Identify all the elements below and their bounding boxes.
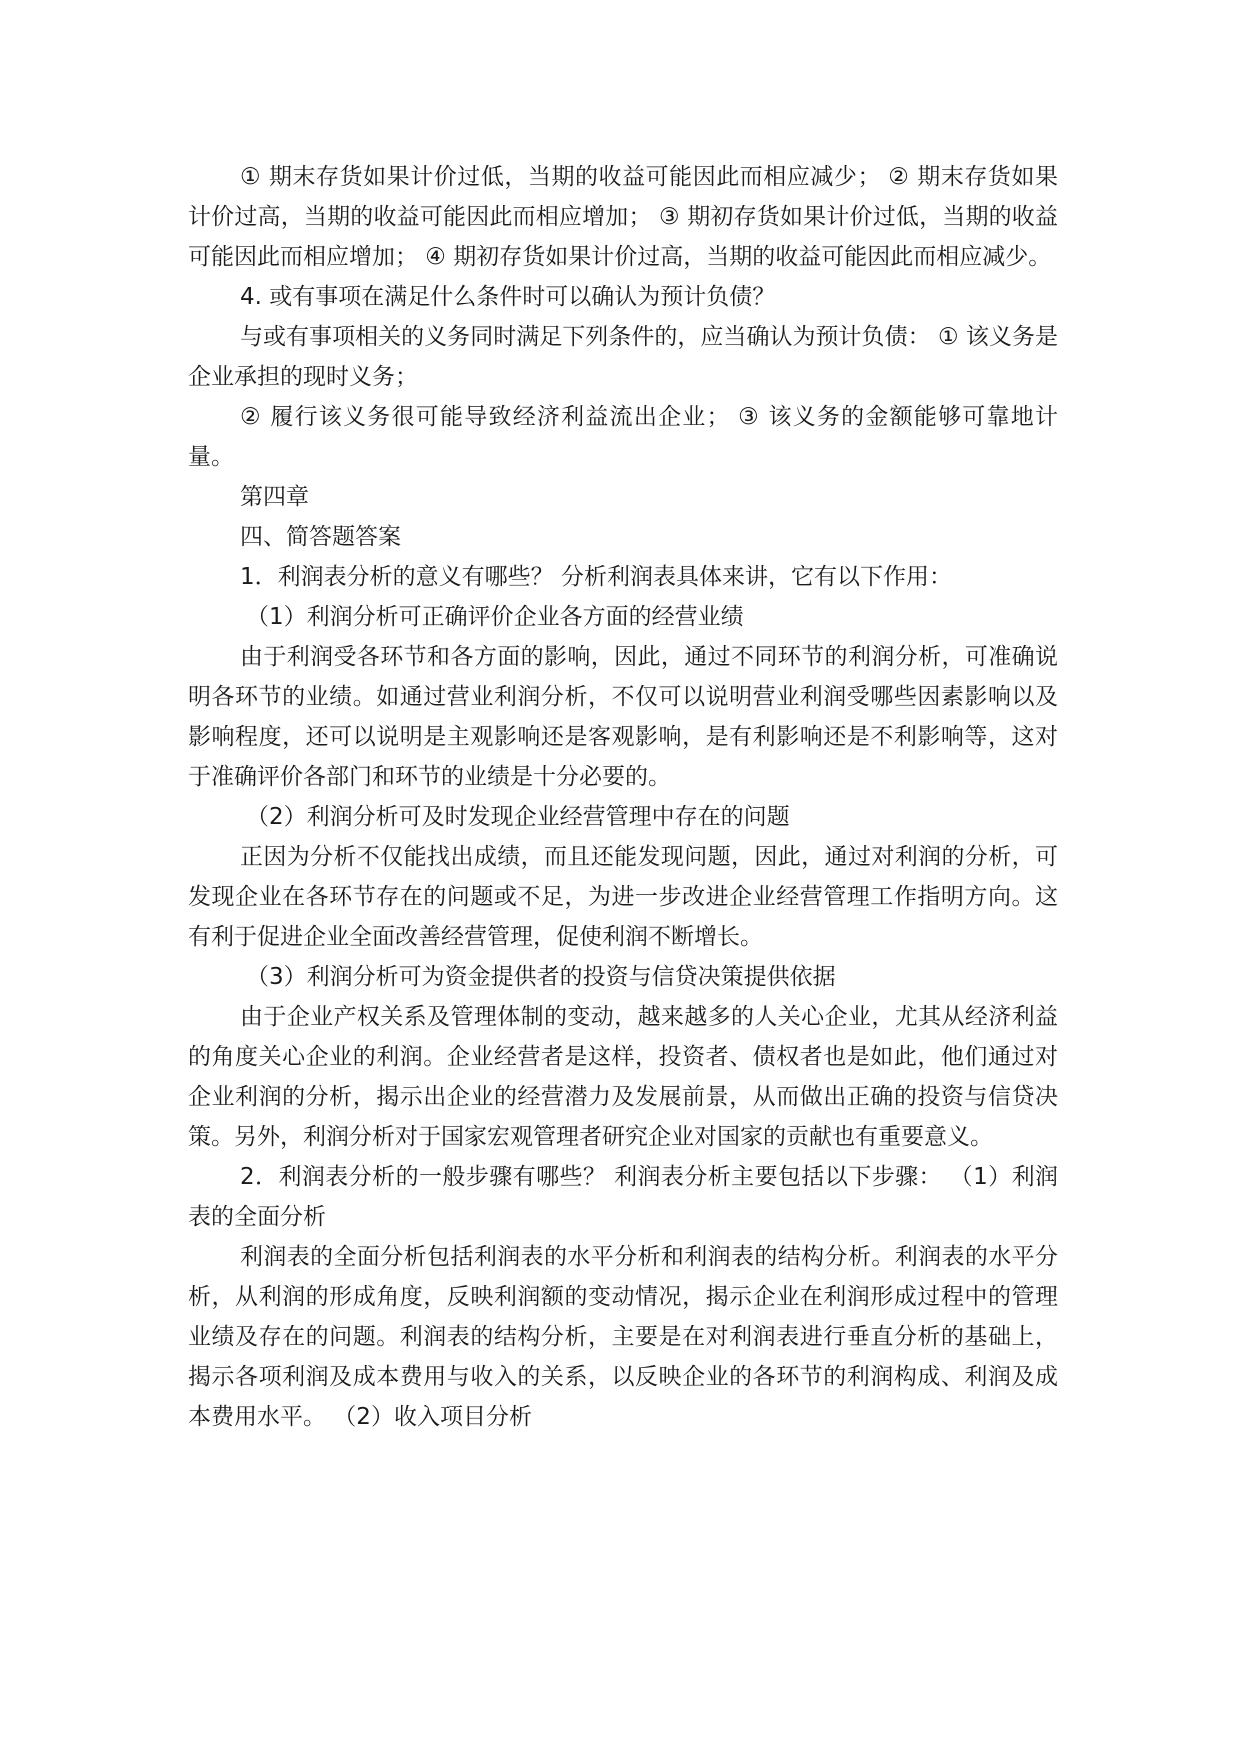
paragraph-performance: 由于利润受各环节和各方面的影响，因此，通过不同环节的利润分析，可准确说明各环节的业绩。如通过营业利润分析，不仅可以说明营业利润受哪些因素影响以及影响程度，还可以说明是主观影响还是客观影响，是有利影响还是不利影响等，这对于准确评价各部门和环节的业绩是十分必要的。: [188, 644, 1058, 790]
subheading-2: （2）利润分析可及时发现企业经营管理中存在的问题: [246, 804, 790, 830]
question-2-heading: 2．利润表分析的一般步骤有哪些？ 利润表分析主要包括以下步骤： （1）利润表的全面分析: [188, 1164, 1058, 1230]
subheading-3: （3）利润分析可为资金提供者的投资与信贷决策提供依据: [246, 964, 836, 990]
section-heading: 四、简答题答案: [240, 524, 401, 550]
question-1-heading: 1．利润表分析的意义有哪些？ 分析利润表具体来讲，它有以下作用：: [240, 564, 952, 590]
subheading-1: （1）利润分析可正确评价企业各方面的经营业绩: [246, 604, 744, 630]
question-4-heading: 4. 或有事项在满足什么条件时可以确认为预计负债？: [240, 284, 776, 310]
paragraph-problems: 正因为分析不仅能找出成绩，而且还能发现问题，因此，通过对利润的分析，可发现企业在各环节存在的问题或不足，为进一步改进企业经营管理工作指明方向。这有利于促进企业全面改善经营管理，促使利润不断增长。: [188, 844, 1058, 950]
paragraph-contingency-conditions: 与或有事项相关的义务同时满足下列条件的，应当确认为预计负债： ① 该义务是企业承担的现时义务；: [188, 324, 1058, 390]
document-body: [188, 157, 1058, 1437]
paragraph-inventory-effects: ① 期末存货如果计价过低，当期的收益可能因此而相应减少； ② 期末存货如果计价过高，当期的收益可能因此而相应增加； ③ 期初存货如果计价过低，当期的收益可能因此而相应增加； ④ 期初存货如果计价过高，当期的收益可能因此而相应减少。: [188, 164, 1058, 270]
paragraph-investors: 由于企业产权关系及管理体制的变动，越来越多的人关心企业，尤其从经济利益的角度关心企业的利润。企业经营者是这样，投资者、债权者也是如此，他们通过对企业利润的分析，揭示出企业的经营潜力及发展前景，从而做出正确的投资与信贷决策。另外，利润分析对于国家宏观管理者研究企业对国家的贡献也有重要意义。: [188, 1004, 1058, 1150]
paragraph-comprehensive-analysis: 利润表的全面分析包括利润表的水平分析和利润表的结构分析。利润表的水平分析，从利润的形成角度，反映利润额的变动情况，揭示企业在利润形成过程中的管理业绩及存在的问题。利润表的结构分析，主要是在对利润表进行垂直分析的基础上，揭示各项利润及成本费用与收入的关系，以反映企业的各环节的利润构成、利润及成本费用水平。 （2）收入项目分析: [188, 1244, 1058, 1430]
paragraph-contingency-conditions-cont: ② 履行该义务很可能导致经济利益流出企业； ③ 该义务的金额能够可靠地计量。: [188, 404, 1058, 470]
chapter-heading: 第四章: [240, 484, 309, 510]
